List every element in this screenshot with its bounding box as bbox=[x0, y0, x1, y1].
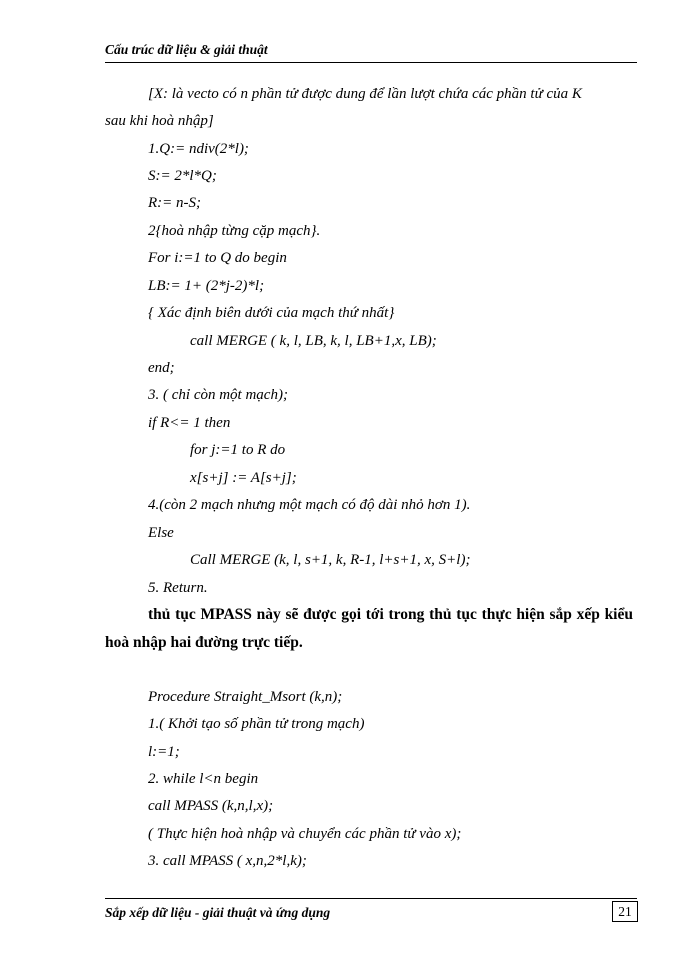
code-line: 1.( Khởi tạo số phần tử trong mạch) bbox=[148, 716, 365, 732]
code-line: 1.Q:= ndiv(2*l); bbox=[148, 141, 249, 157]
code-line: 4.(còn 2 mạch nhưng một mạch có độ dài nhỏ hơn 1). bbox=[148, 497, 471, 513]
code-line: l:=1; bbox=[148, 744, 180, 760]
code-line: sau khi hoà nhập] bbox=[105, 113, 214, 129]
code-line: Else bbox=[148, 525, 174, 541]
code-line: For i:=1 to Q do begin bbox=[148, 250, 287, 266]
code-line: call MERGE ( k, l, LB, k, l, LB+1,x, LB); bbox=[190, 333, 437, 349]
footer-divider bbox=[105, 898, 637, 899]
code-line: R:= n-S; bbox=[148, 195, 202, 211]
code-line: x[s+j] := A[s+j]; bbox=[190, 470, 297, 486]
running-header: Cấu trúc dữ liệu & giải thuật bbox=[105, 42, 268, 57]
running-footer: Sắp xếp dữ liệu - giải thuật và ứng dụng bbox=[105, 905, 331, 920]
code-line: 3. ( chỉ còn một mạch); bbox=[148, 387, 288, 403]
header-divider bbox=[105, 62, 637, 63]
code-line: call MPASS (k,n,l,x); bbox=[148, 798, 274, 814]
body-paragraph: thủ tục MPASS này sẽ được gọi tới trong thủ tục thực hiện sắp xếp kiểu hoà nhập hai đường trực tiếp. bbox=[105, 606, 633, 651]
code-line: for j:=1 to R do bbox=[190, 442, 286, 458]
code-line: S:= 2*l*Q; bbox=[148, 168, 217, 184]
code-line: 5. Return. bbox=[148, 580, 208, 596]
code-line: Call MERGE (k, l, s+1, k, R-1, l+s+1, x, S+l); bbox=[190, 552, 471, 568]
code-line: ( Thực hiện hoà nhập và chuyển các phần tử vào x); bbox=[148, 826, 462, 842]
code-line: [X: là vecto có n phần tử được dung để lần lượt chứa các phần tử của K bbox=[148, 86, 582, 102]
page-number: 21 bbox=[612, 901, 638, 922]
code-line: Procedure Straight_Msort (k,n); bbox=[148, 689, 343, 705]
code-line: 2. while l<n begin bbox=[148, 771, 259, 787]
code-line: { Xác định biên dưới của mạch thứ nhất} bbox=[148, 305, 395, 321]
code-line: if R<= 1 then bbox=[148, 415, 231, 431]
code-line: end; bbox=[148, 360, 175, 376]
code-line: 2{hoà nhập từng cặp mạch}. bbox=[148, 223, 321, 239]
code-line: 3. call MPASS ( x,n,2*l,k); bbox=[148, 853, 307, 869]
code-line: LB:= 1+ (2*j-2)*l; bbox=[148, 278, 265, 294]
